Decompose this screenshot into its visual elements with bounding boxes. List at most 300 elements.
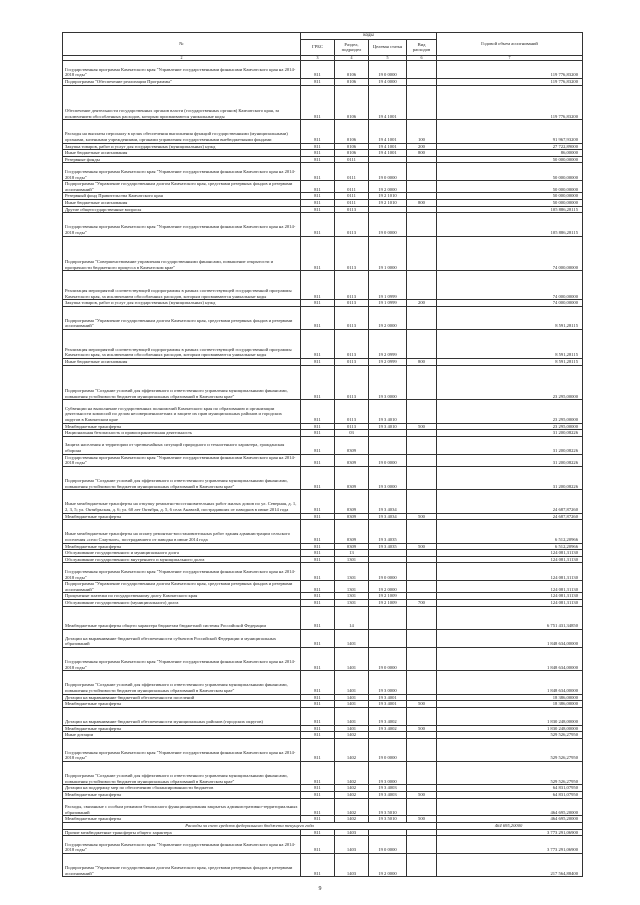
colnum: 2 <box>63 55 301 61</box>
row-vr <box>407 430 437 437</box>
row-section: 1403 <box>335 836 369 854</box>
table-row <box>63 199 583 206</box>
row-amount: 50 000,00000 <box>437 181 583 193</box>
row-target: 19 4 1001 <box>369 85 407 120</box>
row-section: 0111 <box>335 199 369 206</box>
row-vr <box>407 330 437 359</box>
row-description: Обслуживание государственного (муниципального) долга <box>63 599 301 606</box>
row-amount: 86,00000 <box>437 150 583 157</box>
row-amount: 74 000,00000 <box>437 236 583 271</box>
row-grbs: 811 <box>301 629 335 647</box>
header-target: Целевая статья <box>369 39 407 55</box>
row-vr: 800 <box>407 150 437 157</box>
row-section: 1401 <box>335 701 369 708</box>
row-amount: 1 848 634,00000 <box>437 671 583 694</box>
row-description: Реализация мероприятий соответствующей подпрограммы в рамках соответствующей государственной программы Камчатского края, за исключением обособленных расходов, которым присваиваются уникальные коды <box>63 330 301 359</box>
row-description: Государственная программа Камчатского края "Управление государственными финансами Камчатского края на 2014-2018 годы" <box>63 738 301 761</box>
row-vr: 200 <box>407 143 437 150</box>
row-section: 1403 <box>335 854 369 877</box>
row-vr <box>407 466 437 489</box>
row-amount: 124 081,31130 <box>437 563 583 581</box>
table-row <box>63 306 583 329</box>
table-body <box>63 61 583 823</box>
row-description: Подпрограмма "Управление государственным долгом Камчатского края, средствами резервных фондов и резервами ассигнований" <box>63 181 301 193</box>
row-vr <box>407 156 437 163</box>
row-grbs: 811 <box>301 520 335 543</box>
row-vr <box>407 490 437 513</box>
row-vr: 500 <box>407 543 437 550</box>
row-vr: 500 <box>407 701 437 708</box>
row-section: 1402 <box>335 785 369 792</box>
row-amount: 464 695,20000 <box>437 798 583 816</box>
row-section: 0113 <box>335 400 369 423</box>
table-row <box>63 543 583 550</box>
row-amount: 105 886,28115 <box>437 206 583 213</box>
table-row <box>63 85 583 120</box>
row-section: 0113 <box>335 271 369 300</box>
table-row <box>63 563 583 581</box>
row-target: 19 0 0000 <box>369 563 407 581</box>
table-row <box>63 513 583 520</box>
row-vr: 500 <box>407 725 437 732</box>
row-amount: 1 830 248,00000 <box>437 725 583 732</box>
row-target: 19 3 0000 <box>369 671 407 694</box>
row-section: 0106 <box>335 143 369 150</box>
row-section: 1401 <box>335 707 369 725</box>
row-vr <box>407 85 437 120</box>
row-amount: 27 722,89000 <box>437 143 583 150</box>
row-target: 19 2 0000 <box>369 181 407 193</box>
row-amount: 124 081,31130 <box>437 599 583 606</box>
row-description: Другие общегосударственные вопросы <box>63 206 301 213</box>
row-description: Обслуживание государственного и муниципального долга <box>63 550 301 557</box>
table-row <box>63 556 583 563</box>
row-section: 1402 <box>335 816 369 823</box>
row-section: 14 <box>335 606 369 629</box>
row-grbs: 811 <box>301 694 335 701</box>
row-grbs: 811 <box>301 181 335 193</box>
row-grbs: 811 <box>301 513 335 520</box>
row-section: 13 <box>335 550 369 557</box>
row-amount: 18 386,00000 <box>437 701 583 708</box>
row-grbs: 811 <box>301 798 335 816</box>
row-description: Государственная программа Камчатского края "Управление государственными финансами Камчатского края на 2014-2018 годы" <box>63 61 301 79</box>
row-description: Защита населения и территории от чрезвычайных ситуаций природного и техногенного характера, гражданская оборона <box>63 436 301 454</box>
row-vr <box>407 400 437 423</box>
row-amount: 8 591,28115 <box>437 359 583 366</box>
row-amount: 50 000,00000 <box>437 193 583 200</box>
table-row <box>63 606 583 629</box>
row-target: 19 2 0000 <box>369 854 407 877</box>
row-target: 19 3 5010 <box>369 798 407 816</box>
row-grbs: 811 <box>301 836 335 854</box>
row-section: 0309 <box>335 513 369 520</box>
row-target <box>369 156 407 163</box>
row-amount: 1 848 634,00000 <box>437 629 583 647</box>
row-grbs: 811 <box>301 707 335 725</box>
row-description: Закупка товаров, работ и услуг для государственных (муниципальных) нужд <box>63 300 301 307</box>
row-section: 1401 <box>335 725 369 732</box>
row-section: 0113 <box>335 300 369 307</box>
row-target <box>369 430 407 437</box>
row-vr <box>407 206 437 213</box>
table-row <box>63 430 583 437</box>
row-section: 0309 <box>335 520 369 543</box>
row-description: Дотации на выравнивание бюджетной обеспеченности муниципальных районов (городских округов) <box>63 707 301 725</box>
table-row <box>63 466 583 489</box>
row-vr <box>407 647 437 670</box>
row-target <box>369 829 407 836</box>
colnum: 6 <box>407 55 437 61</box>
row-description: Государственная программа Камчатского края "Управление государственными финансами Камчатского края на 2014-2018 годы" <box>63 454 301 466</box>
row-vr <box>407 556 437 563</box>
row-amount: 64 831,07950 <box>437 792 583 799</box>
row-vr <box>407 606 437 629</box>
row-vr <box>407 629 437 647</box>
row-description: Подпрограмма "Создание условий для эффективного и ответственного управления муниципальными финансами, повышения устойчивости бюджетов муниципальных образований в Камчатском крае" <box>63 365 301 400</box>
row-target: 19 4 1001 <box>369 150 407 157</box>
header-vr: Вид расходов <box>407 39 437 55</box>
row-target: 19 2 1010 <box>369 193 407 200</box>
table-row <box>63 550 583 557</box>
row-amount: 50 000,00000 <box>437 199 583 206</box>
row-description: Подпрограмма "Создание условий для эффективного и ответственного управления муниципальными финансами, повышения устойчивости бюджетов муниципальных образований в Камчатском крае" <box>63 466 301 489</box>
row-vr <box>407 306 437 329</box>
row-grbs: 811 <box>301 606 335 629</box>
row-grbs: 811 <box>301 271 335 300</box>
row-grbs: 811 <box>301 829 335 836</box>
row-grbs: 811 <box>301 701 335 708</box>
row-section: 0111 <box>335 181 369 193</box>
row-grbs: 811 <box>301 671 335 694</box>
table-row <box>63 193 583 200</box>
row-grbs: 811 <box>301 61 335 79</box>
table-row <box>63 762 583 785</box>
row-grbs: 811 <box>301 563 335 581</box>
row-section: 1402 <box>335 762 369 785</box>
colnum: 7 <box>437 55 583 61</box>
row-vr <box>407 365 437 400</box>
row-vr <box>407 762 437 785</box>
row-grbs: 811 <box>301 593 335 600</box>
row-description: Закупка товаров, работ и услуг для государственных (муниципальных) нужд <box>63 143 301 150</box>
row-target: 19 3 0000 <box>369 762 407 785</box>
row-target: 19 3 4034 <box>369 513 407 520</box>
row-target <box>369 629 407 647</box>
row-target: 19 1 0999 <box>369 300 407 307</box>
table-row <box>63 271 583 300</box>
row-target: 19 2 0000 <box>369 581 407 593</box>
row-section: 0106 <box>335 61 369 79</box>
row-description: Резервный фонд Правительства Камчатского края <box>63 193 301 200</box>
row-description: Резервные фонды <box>63 156 301 163</box>
row-grbs: 811 <box>301 423 335 430</box>
row-amount: 529 526,27950 <box>437 732 583 739</box>
row-amount: 50 000,00000 <box>437 156 583 163</box>
row-amount: 31 200,08226 <box>437 436 583 454</box>
row-vr <box>407 236 437 271</box>
row-target: 19 3 4010 <box>369 400 407 423</box>
table-row <box>63 436 583 454</box>
row-section: 1403 <box>335 829 369 836</box>
row-target <box>369 732 407 739</box>
row-section: 1402 <box>335 738 369 761</box>
header-codes: коды <box>301 33 437 40</box>
table-row <box>63 120 583 143</box>
table-row <box>63 365 583 400</box>
row-vr <box>407 213 437 236</box>
row-section: 0111 <box>335 193 369 200</box>
row-description: Иные бюджетные ассигнования <box>63 199 301 206</box>
row-amount: 124 081,31130 <box>437 593 583 600</box>
row-target: 19 3 4001 <box>369 701 407 708</box>
row-vr <box>407 181 437 193</box>
row-amount: 119 776,83200 <box>437 61 583 79</box>
table-row <box>63 798 583 816</box>
row-amount: 3 773 291,06900 <box>437 829 583 836</box>
row-vr <box>407 732 437 739</box>
row-amount: 6 512,20966 <box>437 543 583 550</box>
header-section: Раздел, подраздел <box>335 39 369 55</box>
row-grbs: 811 <box>301 163 335 181</box>
table-row <box>63 701 583 708</box>
row-grbs: 811 <box>301 599 335 606</box>
row-section: 0309 <box>335 490 369 513</box>
row-target: 19 2 1010 <box>369 199 407 206</box>
row-vr <box>407 193 437 200</box>
row-amount: 3 773 291,06900 <box>437 836 583 854</box>
row-section: 0111 <box>335 163 369 181</box>
row-target <box>369 206 407 213</box>
row-description: Обеспечение деятельности государственных органов власти (государственных органов) Камчатского края, за исключением обособленных расходов, которым присваиваются уникальные коды <box>63 85 301 120</box>
row-grbs: 811 <box>301 762 335 785</box>
header-grbs: ГРБС <box>301 39 335 55</box>
table-row <box>63 671 583 694</box>
row-description: Межбюджетные трансферты <box>63 816 301 823</box>
row-description: Межбюджетные трансферты <box>63 543 301 550</box>
row-section: 1401 <box>335 671 369 694</box>
row-section: 0113 <box>335 330 369 359</box>
row-vr <box>407 707 437 725</box>
row-amount: 119 776,83200 <box>437 78 583 85</box>
table-row <box>63 520 583 543</box>
row-description: Иные дотации <box>63 732 301 739</box>
row-section: 1401 <box>335 694 369 701</box>
row-description: Межбюджетные трансферты <box>63 701 301 708</box>
row-target: 19 3 4010 <box>369 423 407 430</box>
row-vr <box>407 854 437 877</box>
row-description: Межбюджетные трансферты <box>63 792 301 799</box>
row-amount: 464 695,20000 <box>437 816 583 823</box>
row-grbs: 811 <box>301 365 335 400</box>
header-amount: Годовой объем ассигнований <box>437 33 583 56</box>
row-target: 19 4 0000 <box>369 78 407 85</box>
table-row <box>63 236 583 271</box>
row-section: 0113 <box>335 206 369 213</box>
row-description: Прочие межбюджетные трансферты общего характера <box>63 829 301 836</box>
row-vr: 800 <box>407 199 437 206</box>
row-grbs: 811 <box>301 359 335 366</box>
row-section: 1401 <box>335 629 369 647</box>
row-target: 19 3 4034 <box>369 490 407 513</box>
table-row <box>63 599 583 606</box>
row-target <box>369 556 407 563</box>
row-target: 19 0 0000 <box>369 647 407 670</box>
table-row <box>63 829 583 836</box>
row-amount: 74 000,00000 <box>437 300 583 307</box>
header-number: № <box>63 33 301 56</box>
row-amount: 91 967,93200 <box>437 120 583 143</box>
row-amount: 50 000,00000 <box>437 163 583 181</box>
row-grbs: 811 <box>301 306 335 329</box>
row-description: Расходы на выплаты персоналу в целях обеспечения выполнения функций государственными (муниципальными) органами, казенными учреждениями, органами управления государственными внебюджетными фондами <box>63 120 301 143</box>
row-vr: 500 <box>407 513 437 520</box>
row-target: 19 2 0000 <box>369 306 407 329</box>
table-row <box>63 206 583 213</box>
row-vr <box>407 78 437 85</box>
row-grbs: 811 <box>301 854 335 877</box>
row-description: Межбюджетные трансферты <box>63 423 301 430</box>
row-section: 1301 <box>335 556 369 563</box>
row-description: Государственная программа Камчатского края "Управление государственными финансами Камчатского края на 2014-2018 годы" <box>63 647 301 670</box>
table-row <box>63 163 583 181</box>
row-grbs: 811 <box>301 738 335 761</box>
row-description: Подпрограмма "Создание условий для эффективного и ответственного управления муниципальными финансами, повышения устойчивости бюджетов муниципальных образований в Камчатском крае" <box>63 762 301 785</box>
row-grbs: 811 <box>301 400 335 423</box>
row-target: 19 2 1009 <box>369 593 407 600</box>
row-grbs: 811 <box>301 581 335 593</box>
row-description: Государственная программа Камчатского края "Управление государственными финансами Камчатского края на 2014-2018 годы" <box>63 563 301 581</box>
row-amount: 105 886,28115 <box>437 213 583 236</box>
row-vr: 500 <box>407 792 437 799</box>
row-section: 0113 <box>335 365 369 400</box>
row-amount: 23 295,00000 <box>437 423 583 430</box>
row-section: 0113 <box>335 306 369 329</box>
row-section: 1402 <box>335 798 369 816</box>
table-row <box>63 359 583 366</box>
row-section: 0106 <box>335 150 369 157</box>
row-target: 19 3 0000 <box>369 466 407 489</box>
row-description: Процентные платежи по государственному долгу Камчатского края <box>63 593 301 600</box>
row-grbs: 811 <box>301 436 335 454</box>
row-description: Подпрограмма "Совершенствование управления государственными финансами, повышение открытости и прозрачности бюджетного процесса в Камчатском крае" <box>63 236 301 271</box>
table-row <box>63 400 583 423</box>
note-text: Расходы за счет средств федерального бюджета текущего года <box>63 823 437 830</box>
row-target <box>369 606 407 629</box>
row-section: 0106 <box>335 78 369 85</box>
row-amount: 119 776,83200 <box>437 85 583 120</box>
row-target: 19 3 4001 <box>369 694 407 701</box>
table-note <box>63 823 583 830</box>
row-amount: 8 591,28115 <box>437 330 583 359</box>
table-row <box>63 330 583 359</box>
row-grbs: 811 <box>301 120 335 143</box>
row-vr: 700 <box>407 599 437 606</box>
row-target: 19 3 4002 <box>369 725 407 732</box>
row-description: Реализация мероприятий соответствующей подпрограммы в рамках соответствующей государственной программы Камчатского края, за исключением обособленных расходов, которым присваиваются уникальные коды <box>63 271 301 300</box>
row-vr <box>407 61 437 79</box>
row-grbs: 811 <box>301 193 335 200</box>
row-vr <box>407 836 437 854</box>
row-amount: 23 295,00000 <box>437 400 583 423</box>
row-target: 19 0 0000 <box>369 738 407 761</box>
row-grbs: 811 <box>301 490 335 513</box>
row-grbs: 811 <box>301 206 335 213</box>
row-section: 1301 <box>335 593 369 600</box>
row-description: Дотации на выравнивание бюджетной обеспеченности субъектов Российской Федерации и муниципальных образований <box>63 629 301 647</box>
row-amount: 24 687,87260 <box>437 513 583 520</box>
row-target: 19 3 5010 <box>369 816 407 823</box>
row-description: Дотации на выравнивание бюджетной обеспеченности поселений <box>63 694 301 701</box>
table-row <box>63 156 583 163</box>
row-vr <box>407 738 437 761</box>
row-target: 19 0 0000 <box>369 454 407 466</box>
row-amount: 6 512,20966 <box>437 520 583 543</box>
row-target: 19 3 0000 <box>369 365 407 400</box>
row-grbs: 811 <box>301 725 335 732</box>
row-description: Межбюджетные трансферты <box>63 725 301 732</box>
row-description: Иные бюджетные ассигнования <box>63 359 301 366</box>
row-target: 19 2 0999 <box>369 359 407 366</box>
row-vr <box>407 563 437 581</box>
row-vr <box>407 163 437 181</box>
row-grbs: 811 <box>301 78 335 85</box>
row-vr <box>407 436 437 454</box>
row-section: 0309 <box>335 436 369 454</box>
row-description: Подпрограмма "Управление государственным долгом Камчатского края, средствами резервных фондов и резервами ассигнований" <box>63 854 301 877</box>
row-target: 19 1 0999 <box>369 271 407 300</box>
row-grbs: 811 <box>301 330 335 359</box>
row-grbs: 811 <box>301 816 335 823</box>
row-description: Подпрограмма "Управление государственным долгом Камчатского края, средствами резервных фондов и резервами ассигнований" <box>63 306 301 329</box>
row-description: Иные бюджетные ассигнования <box>63 150 301 157</box>
row-vr <box>407 798 437 816</box>
row-target: 19 0 0000 <box>369 213 407 236</box>
table-row <box>63 213 583 236</box>
table-row <box>63 785 583 792</box>
row-description: Подпрограмма "Управление государственным долгом Камчатского края, средствами резервных фондов и резервами ассигнований" <box>63 581 301 593</box>
row-section: 03 <box>335 430 369 437</box>
row-grbs: 811 <box>301 550 335 557</box>
row-description: Национальная безопасность и правоохранительная деятельность <box>63 430 301 437</box>
row-grbs: 811 <box>301 85 335 120</box>
row-target: 19 3 4003 <box>369 792 407 799</box>
row-description: Государственная программа Камчатского края "Управление государственными финансами Камчатского края на 2014-2018 годы" <box>63 213 301 236</box>
row-grbs: 811 <box>301 143 335 150</box>
row-grbs: 811 <box>301 792 335 799</box>
row-target: 19 3 4035 <box>369 543 407 550</box>
row-vr <box>407 694 437 701</box>
row-description: Дотации на поддержку мер по обеспечению сбалансированности бюджетов <box>63 785 301 792</box>
row-grbs: 811 <box>301 213 335 236</box>
row-section: 0113 <box>335 236 369 271</box>
row-vr <box>407 829 437 836</box>
budget-table-sheet <box>62 32 582 877</box>
row-vr: 100 <box>407 120 437 143</box>
row-grbs: 811 <box>301 543 335 550</box>
table-row <box>63 854 583 877</box>
row-grbs: 811 <box>301 430 335 437</box>
table-row <box>63 816 583 823</box>
table-row <box>63 150 583 157</box>
row-amount: 6 751 431,34850 <box>437 606 583 629</box>
row-description: Иные межбюджетные трансферты на оплату ремонтно-восстановительных работ здания администрации сельского поселения «село Слаутное», пострадавшего от паводка в июне 2014 года <box>63 520 301 543</box>
row-amount: 18 386,00000 <box>437 694 583 701</box>
row-amount: 31 200,08226 <box>437 430 583 437</box>
row-amount: 74 000,00000 <box>437 271 583 300</box>
row-vr <box>407 271 437 300</box>
row-amount: 529 526,27950 <box>437 738 583 761</box>
